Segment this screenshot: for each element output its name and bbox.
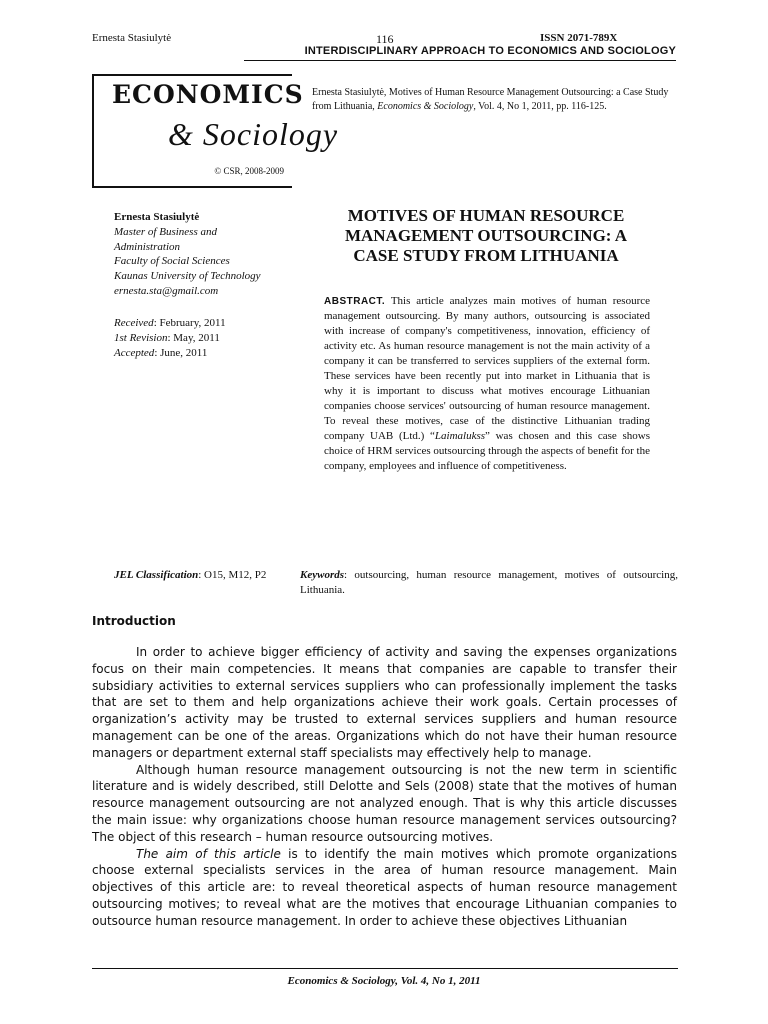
keywords: Keywords: outsourcing, human resource management, motives of outsourcing, Lithuania. [300, 569, 678, 596]
introduction-body [92, 644, 677, 930]
paragraph: Although human resource management outsourcing is not the new term in scientific literature and is widely described, still Delotte and Sels (2008) state that the motives of human resource management outsourcing are not analyzed enough. That is why this article discusses the main issue: why organizations choose human resource management services outsourcing? The object of this research – human resource outsourcing motives. [92, 762, 677, 844]
author-faculty: Faculty of Social Sciences [114, 255, 230, 268]
author-degree-cont: Administration [114, 240, 181, 253]
citation [312, 86, 672, 114]
author-university: Kaunas University of Technology [114, 270, 261, 283]
logo-left-rule [92, 74, 94, 188]
author-degree: Master of Business and [114, 225, 217, 238]
logo-copyright: © CSR, 2008-2009 [214, 166, 284, 176]
abstract-label: ABSTRACT. [324, 296, 386, 307]
citation-suffix: , Vol. 4, No 1, 2011, pp. 116-125. [473, 101, 607, 112]
paragraph: The aim of this article is to identify the main motives which promote organizations choose external specialists services in the area of human resource management. Main objectives of this article are: to reveal theoretical aspects of human resource management outsourcing motives; to reveal what are the motives that encourage Lithuanian companies to outsource human resource management. In order to achieve these objectives Lithuanian [92, 846, 678, 928]
logo-top-rule [92, 74, 292, 76]
citation-journal: Economics & Sociology [377, 101, 474, 112]
jel-classification: JEL Classification: O15, M12, P2 [114, 569, 267, 581]
author-email[interactable]: ernesta.sta@gmail.com [114, 284, 219, 297]
logo-bottom-rule [92, 186, 292, 188]
issn: ISSN 2071-789X [540, 32, 618, 44]
section-heading-introduction: Introduction [92, 614, 176, 628]
citation-prefix: Ernesta Stasiulytė, Motives of Human Resource Management Outsourcing: a Case Study from Lithuania, [312, 87, 669, 112]
abstract-text: This article analyzes main motives of human resource management outsourcing. By many authors, outsourcing is associated with increase of company's competitiveness, innovation, efficiency of activity etc. As human resource management is not the main activity of a company it can be transferred to services suppliers of the external form. These services have been recently put into market in Lithuania that is why it is important to discuss what motives encourage Lithuanian companies choose services' outsourcing of human resource management. To reveal these motives, case of the distinctive Lithuanian trading company UAB (Ltd.) “ [324, 295, 650, 442]
abstract [324, 294, 650, 474]
header-author: Ernesta Stasiulytė [92, 32, 172, 44]
author-name: Ernesta Stasiulytė [114, 211, 200, 223]
logo-economics: ECONOMICS [112, 80, 304, 109]
revision-date: 1st Revision: May, 2011 [114, 332, 220, 344]
journal-name: INTERDISCIPLINARY APPROACH TO ECONOMICS AND SOCIOLOGY [304, 45, 676, 57]
dates [114, 316, 294, 361]
abstract-company: Laimalukss [434, 430, 486, 442]
author-info [114, 210, 294, 299]
footer-journal: Economics & Sociology, Vol. 4, No 1, 2011 [287, 975, 481, 987]
logo-sociology: & Sociology [168, 116, 339, 152]
accepted-date: Accepted: June, 2011 [114, 347, 208, 359]
header-rule [244, 60, 676, 61]
page-number: 116 [376, 32, 394, 46]
footer-rule [92, 968, 678, 969]
article-title: MOTIVES OF HUMAN RESOURCE MANAGEMENT OUTSOURCING: A CASE STUDY FROM LITHUANIA [344, 206, 628, 265]
received-date: Received: February, 2011 [114, 317, 226, 329]
abstract-text-end: ” was chosen and this case shows choice of HRM services outsourcing through the aspects of benefit for the company, employees and influence of competitiveness. [324, 430, 651, 472]
paragraph: In order to achieve bigger efficiency of activity and saving the expenses organizations focus on their main competencies. It means that companies are capable to transfer their subsidiary activities to external services suppliers who can professionally implement the tasks that are set to them and help organizations achieve their work goals. Certain processes of organization’s activity may be trusted to external services suppliers and human resource management can be one of the areas. Organizations which do not have their human resource managers or department external staff specialists may effectively help to manage. [92, 645, 677, 760]
